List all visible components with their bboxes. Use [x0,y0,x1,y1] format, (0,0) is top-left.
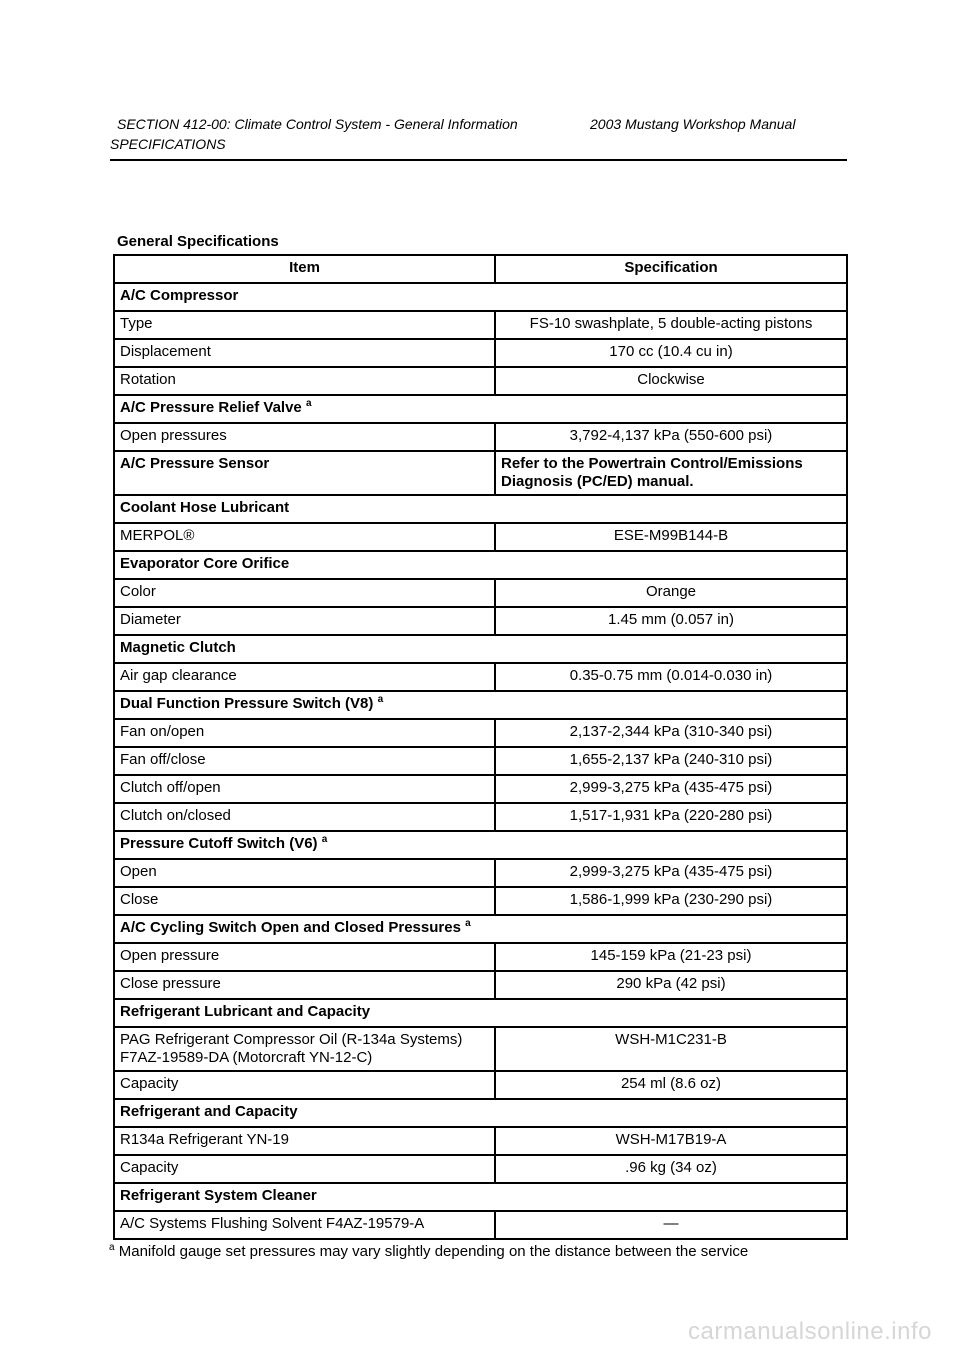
item-cell: Capacity [114,1155,495,1183]
spec-cell: 1,517-1,931 kPa (220-280 psi) [495,803,847,831]
section-heading [114,691,847,719]
section-label: Magnetic Clutch [120,639,236,656]
item-cell: Open [114,859,495,887]
watermark-text: carmanualsonline.info [688,1318,932,1345]
table-row [114,339,847,367]
section-label: A/C Pressure Relief Valve [120,399,302,416]
spec-cell: 0.35-0.75 mm (0.014-0.030 in) [495,663,847,691]
table-row [114,523,847,551]
section-row [114,1099,847,1127]
spec-cell: WSH-M1C231-B [495,1027,847,1071]
section-heading [114,283,847,311]
table-row [114,971,847,999]
table-row [114,1027,847,1071]
section-label: Pressure Cutoff Switch (V6) [120,835,318,852]
footnote-ref: a [377,694,384,705]
section-row [114,395,847,423]
section-row [114,495,847,523]
table-row [114,1071,847,1099]
item-cell: Fan on/open [114,719,495,747]
item-cell: Clutch off/open [114,775,495,803]
item-cell: Clutch on/closed [114,803,495,831]
table-row [114,311,847,339]
section-label: Evaporator Core Orifice [120,555,290,572]
spec-cell: .96 kg (34 oz) [495,1155,847,1183]
section-header [117,116,837,132]
footnote-mark: a [109,1242,115,1253]
item-cell: Rotation [114,367,495,395]
spec-cell: 1.45 mm (0.057 in) [495,607,847,635]
section-heading [114,1183,847,1211]
table-row [114,719,847,747]
section-row [114,999,847,1027]
spec-cell: Clockwise [495,367,847,395]
spec-cell: 3,792-4,137 kPa (550-600 psi) [495,423,847,451]
item-cell: Diameter [114,607,495,635]
table-row [114,1211,847,1239]
spec-cell: Refer to the Powertrain Control/Emissions Diagnosis (PC/ED) manual. [495,451,847,495]
section-row [114,635,847,663]
specifications-table [113,254,848,1240]
table-header-row [114,255,847,283]
footnote-text: Manifold gauge set pressures may vary slightly depending on the distance between the service [118,1243,749,1260]
section-heading [114,915,847,943]
spec-cell: 2,999-3,275 kPa (435-475 psi) [495,775,847,803]
spec-cell: 2,999-3,275 kPa (435-475 psi) [495,859,847,887]
section-label: Refrigerant System Cleaner [120,1187,317,1204]
item-cell: Fan off/close [114,747,495,775]
item-cell: Open pressures [114,423,495,451]
item-cell: Air gap clearance [114,663,495,691]
item-cell: R134a Refrigerant YN-19 [114,1127,495,1155]
footnote-ref: a [305,398,312,409]
item-cell: Type [114,311,495,339]
section-label: Coolant Hose Lubricant [120,499,290,516]
section-label: A/C Cycling Switch Open and Closed Pressures [120,919,461,936]
item-cell: A/C Pressure Sensor [114,451,495,495]
table-row [114,607,847,635]
table-row [114,943,847,971]
item-cell: Close [114,887,495,915]
section-heading [114,495,847,523]
item-cell: Color [114,579,495,607]
table-row [114,579,847,607]
item-cell: Open pressure [114,943,495,971]
spec-cell: 145-159 kPa (21-23 psi) [495,943,847,971]
table-row [114,663,847,691]
section-label: Dual Function Pressure Switch (V8) [120,695,374,712]
table-row [114,775,847,803]
section-heading [114,1099,847,1127]
header-divider [110,159,847,161]
section-row [114,283,847,311]
item-cell: PAG Refrigerant Compressor Oil (R-134a Systems) F7AZ-19589-DA (Motorcraft YN-12-C) [114,1027,495,1071]
section-heading [114,831,847,859]
spec-cell: 254 ml (8.6 oz) [495,1071,847,1099]
table-row [114,1127,847,1155]
spec-cell: 170 cc (10.4 cu in) [495,339,847,367]
section-row [114,691,847,719]
spec-cell: FS-10 swashplate, 5 double-acting pistons [495,311,847,339]
table-row [114,887,847,915]
footnote-ref: a [321,834,328,845]
item-cell: Close pressure [114,971,495,999]
table-row [114,1155,847,1183]
table-title: General Specifications [117,233,279,250]
spec-cell: ESE-M99B144-B [495,523,847,551]
section-row [114,831,847,859]
table-row [114,747,847,775]
section-label: A/C Compressor [120,287,239,304]
table-row [114,859,847,887]
spec-cell: 290 kPa (42 psi) [495,971,847,999]
footnote [109,1243,748,1260]
spec-cell: 1,586-1,999 kPa (230-290 psi) [495,887,847,915]
table-row [114,423,847,451]
table-row [114,367,847,395]
section-heading [114,551,847,579]
manual-title: 2003 Mustang Workshop Manual [590,116,796,132]
spec-cell: 1,655-2,137 kPa (240-310 psi) [495,747,847,775]
table-row [114,803,847,831]
spec-cell: Orange [495,579,847,607]
column-header-item: Item [114,255,495,283]
spec-cell: — [495,1211,847,1239]
column-header-specification: Specification [495,255,847,283]
section-title: SECTION 412-00: Climate Control System - General Information [117,116,518,132]
footnote-ref: a [465,918,471,929]
section-label: Refrigerant and Capacity [120,1103,298,1120]
section-heading [114,635,847,663]
section-row [114,1183,847,1211]
item-cell: A/C Systems Flushing Solvent F4AZ-19579-A [114,1211,495,1239]
spec-cell: 2,137-2,344 kPa (310-340 psi) [495,719,847,747]
item-cell: Displacement [114,339,495,367]
table-body [114,283,847,1239]
section-heading [114,999,847,1027]
item-cell: MERPOL® [114,523,495,551]
section-label: Refrigerant Lubricant and Capacity [120,1003,371,1020]
subsection-title: SPECIFICATIONS [110,136,226,152]
section-row [114,551,847,579]
spec-cell: WSH-M17B19-A [495,1127,847,1155]
item-cell: Capacity [114,1071,495,1099]
section-heading [114,395,847,423]
table-row [114,451,847,495]
section-row [114,915,847,943]
